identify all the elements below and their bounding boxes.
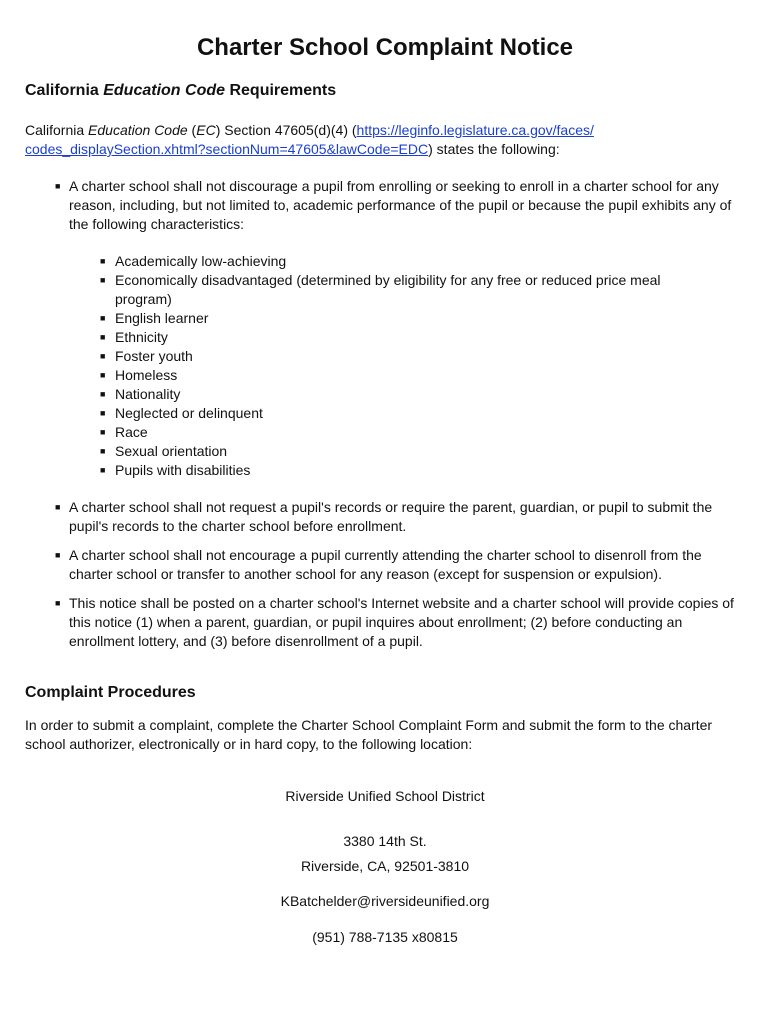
requirement-item: ■ This notice shall be posted on a charter school's Internet website and a charter school will provide copies of this notice (1) when a parent, guardian, or pupil inquires about enrollment; (2) before conducting an enrollment lottery, and (3) before disenrollment of a pupil. <box>25 594 747 651</box>
characteristic-item: ■ Neglected or delinquent <box>69 404 715 423</box>
characteristic-item: ■ Nationality <box>69 385 715 404</box>
characteristics-list <box>69 252 747 480</box>
requirements-list <box>25 177 747 651</box>
characteristic-item: ■ Ethnicity <box>69 328 715 347</box>
requirement-item <box>25 177 747 480</box>
contact-organization: Riverside Unified School District <box>285 788 485 804</box>
characteristic-item: ■ Pupils with disabilities <box>69 461 715 480</box>
intro-text-1: California <box>25 122 89 138</box>
characteristic-item: ■ Academically low-achieving <box>69 252 715 271</box>
characteristic-item: ■ Economically disadvantaged (determined by eligibility for any free or reduced price meal program) <box>69 271 715 309</box>
requirement-text: A charter school shall not discourage a pupil from enrolling or seeking to enroll in a charter school for any reason, including, but not limited to, academic performance of the pupil or because the pupil exhibits any of the following characteristics: <box>69 178 732 232</box>
requirement-item: ■ A charter school shall not request a pupil's records or require the parent, guardian, or pupil to submit the pupil's records to the charter school before enrollment. <box>25 498 747 536</box>
characteristic-item: ■ Race <box>69 423 715 442</box>
intro-paragraph <box>25 121 745 159</box>
contact-city-state-zip: Riverside, CA, 92501-3810 <box>300 858 470 874</box>
legislation-link[interactable]: https://leginfo.legislature.ca.gov/faces/ codes_displaySection.xhtml?sectionNum=47605&lawCode=EDC <box>25 122 594 157</box>
intro-text-4: ) states the following: <box>428 141 560 157</box>
requirement-item: ■ A charter school shall not encourage a pupil currently attending the charter school to disenroll from the charter school or transfer to another school for any reason (except for suspension or expulsion). <box>25 546 747 584</box>
requirements-heading <box>25 82 336 100</box>
contact-phone: (951) 788-7135 x80815 <box>312 929 458 945</box>
characteristic-item: ■ Homeless <box>69 366 715 385</box>
requirements-heading-pre: California <box>25 82 104 99</box>
intro-text-em-2: EC <box>196 122 216 138</box>
intro-text-2: ( <box>187 122 197 138</box>
page-title: Charter School Complaint Notice <box>196 34 574 61</box>
requirements-heading-post: Requirements <box>225 82 337 99</box>
requirements-heading-em: Education Code <box>103 82 226 99</box>
procedures-paragraph: In order to submit a complaint, complete the Charter School Complaint Form and submit the form to the charter school authorizer, electronically or in hard copy, to the following location: <box>25 717 713 752</box>
contact-email: KBatchelder@riversideunified.org <box>280 893 490 909</box>
intro-text-em-1: Education Code <box>88 122 188 138</box>
procedures-heading: Complaint Procedures <box>25 684 196 701</box>
intro-text-3: ) Section 47605(d)(4) ( <box>215 122 357 138</box>
characteristic-item: ■ Foster youth <box>69 347 715 366</box>
contact-street: 3380 14th St. <box>343 833 427 849</box>
characteristic-item: ■ Sexual orientation <box>69 442 715 461</box>
characteristic-item: ■ English learner <box>69 309 715 328</box>
